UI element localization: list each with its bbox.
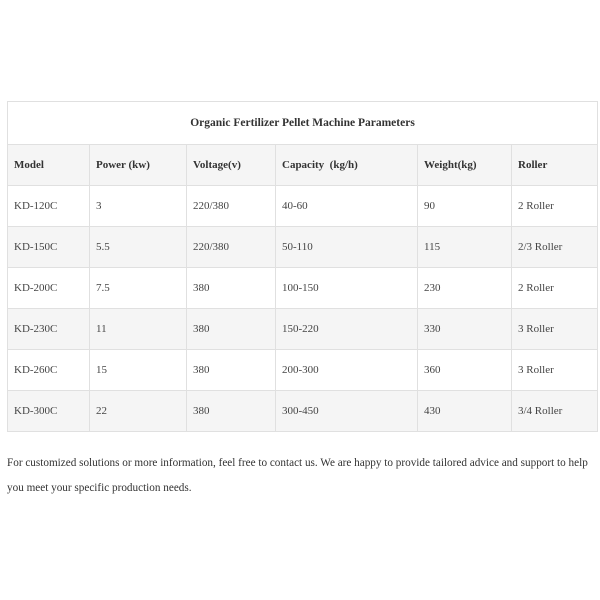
cell-model: KD-150C bbox=[8, 227, 90, 268]
cell-voltage: 220/380 bbox=[187, 186, 276, 227]
cell-voltage: 380 bbox=[187, 309, 276, 350]
cell-model: KD-260C bbox=[8, 350, 90, 391]
cell-capacity: 50-110 bbox=[276, 227, 418, 268]
table-row bbox=[8, 227, 598, 268]
cell-power: 22 bbox=[90, 391, 187, 432]
cell-voltage: 380 bbox=[187, 391, 276, 432]
cell-roller: 2/3 Roller bbox=[512, 227, 598, 268]
column-header-voltage: Voltage(v) bbox=[187, 145, 276, 186]
cell-roller: 3 Roller bbox=[512, 309, 598, 350]
cell-model: KD-200C bbox=[8, 268, 90, 309]
cell-voltage: 380 bbox=[187, 350, 276, 391]
cell-model: KD-300C bbox=[8, 391, 90, 432]
cell-power: 3 bbox=[90, 186, 187, 227]
cell-weight: 430 bbox=[418, 391, 512, 432]
cell-power: 7.5 bbox=[90, 268, 187, 309]
cell-weight: 230 bbox=[418, 268, 512, 309]
cell-roller: 3/4 Roller bbox=[512, 391, 598, 432]
cell-model: KD-230C bbox=[8, 309, 90, 350]
cell-roller: 2 Roller bbox=[512, 186, 598, 227]
cell-weight: 330 bbox=[418, 309, 512, 350]
cell-capacity: 200-300 bbox=[276, 350, 418, 391]
table-row bbox=[8, 186, 598, 227]
cell-weight: 115 bbox=[418, 227, 512, 268]
table-header-row bbox=[8, 145, 598, 186]
column-header-capacity: Capacity (kg/h) bbox=[276, 145, 418, 186]
cell-weight: 360 bbox=[418, 350, 512, 391]
column-header-weight: Weight(kg) bbox=[418, 145, 512, 186]
table-row bbox=[8, 268, 598, 309]
cell-capacity: 300-450 bbox=[276, 391, 418, 432]
table-caption-row bbox=[8, 102, 598, 145]
cell-capacity: 40-60 bbox=[276, 186, 418, 227]
table-row bbox=[8, 309, 598, 350]
cell-power: 5.5 bbox=[90, 227, 187, 268]
cell-capacity: 100-150 bbox=[276, 268, 418, 309]
table-row bbox=[8, 391, 598, 432]
column-header-roller: Roller bbox=[512, 145, 598, 186]
cell-voltage: 380 bbox=[187, 268, 276, 309]
parameters-table bbox=[7, 101, 598, 432]
table-row bbox=[8, 350, 598, 391]
column-header-power: Power (kw) bbox=[90, 145, 187, 186]
cell-capacity: 150-220 bbox=[276, 309, 418, 350]
table-caption: Organic Fertilizer Pellet Machine Parameters bbox=[8, 102, 598, 145]
cell-roller: 2 Roller bbox=[512, 268, 598, 309]
cell-weight: 90 bbox=[418, 186, 512, 227]
cell-power: 11 bbox=[90, 309, 187, 350]
cell-power: 15 bbox=[90, 350, 187, 391]
cell-model: KD-120C bbox=[8, 186, 90, 227]
column-header-model: Model bbox=[8, 145, 90, 186]
cell-roller: 3 Roller bbox=[512, 350, 598, 391]
contact-note: For customized solutions or more information, feel free to contact us. We are happy to provide tailored advice and support to help you meet your specific production needs. bbox=[7, 457, 588, 494]
cell-voltage: 220/380 bbox=[187, 227, 276, 268]
